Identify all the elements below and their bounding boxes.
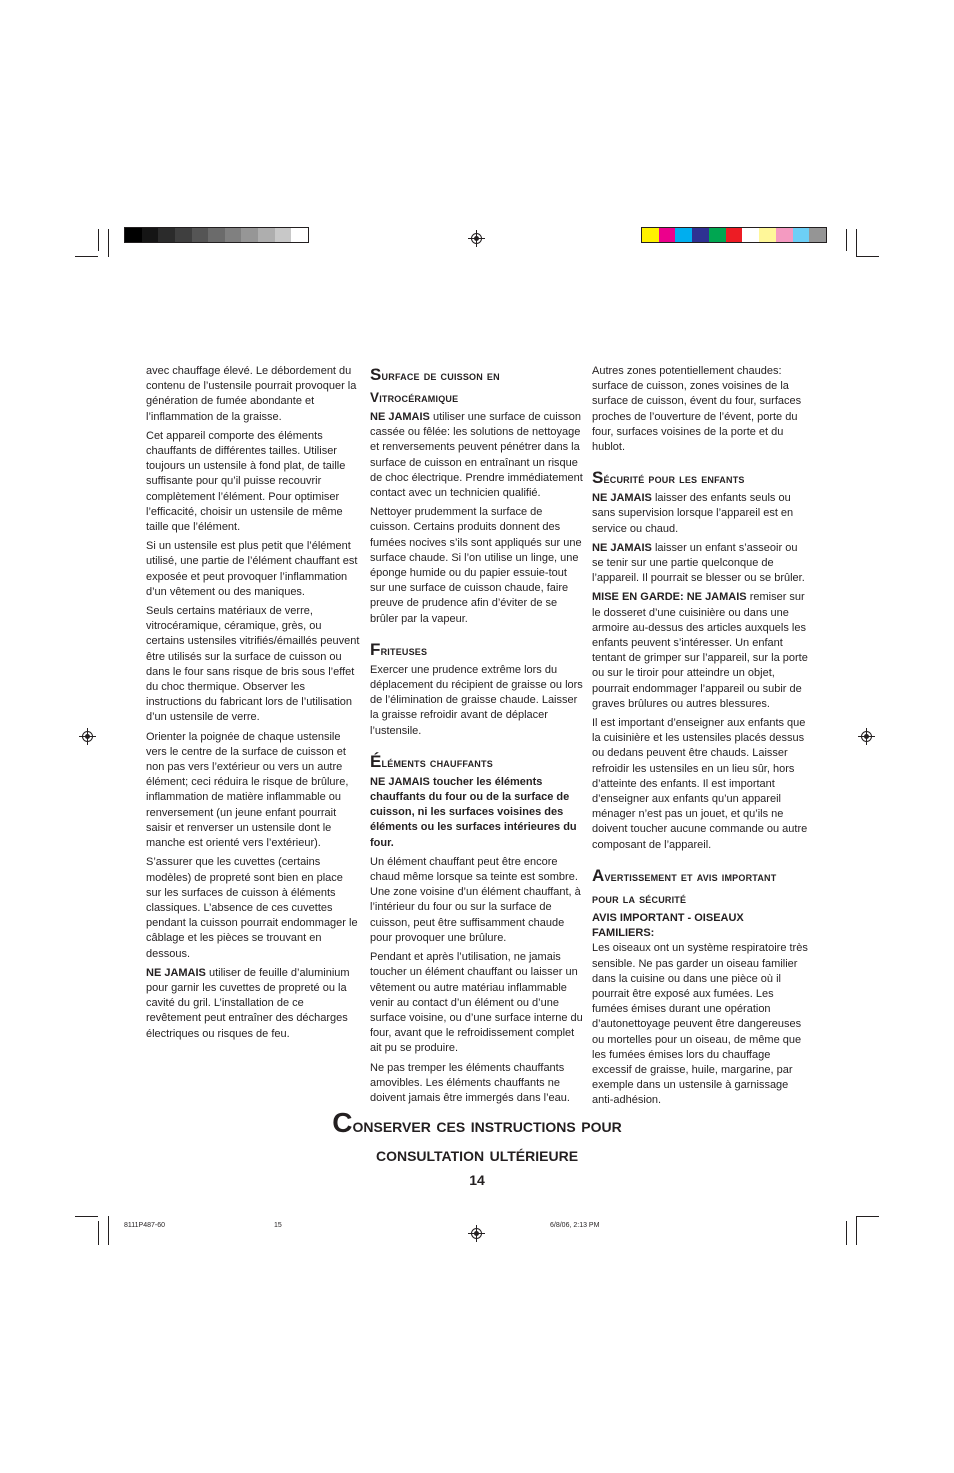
footer-title-line: Conserver ces instructions pour — [332, 1107, 622, 1138]
color-swatch — [225, 228, 242, 242]
section-heading: Avertissement et avis important pour la sécurité — [592, 865, 777, 906]
paragraph — [592, 491, 809, 537]
paragraph-text: Les oiseaux ont un système respiratoire très sensible. Ne pas garder un oiseau familier dans la cuisine ou dans une pièce où il pourrait être exposé aux fumées. Les fumées émises durant une opération d’autonettoyage peuvent être dangereuses ou mortelles pour un oiseau, de même que les fumées émises lors du chauffage excessif de graisse, huile, margarine, par exemple dans un ustensile à garnissage anti-adhésion. — [592, 942, 808, 1107]
paragraph — [592, 541, 809, 587]
color-swatch — [809, 228, 826, 242]
color-swatch — [726, 228, 743, 242]
slug-page: 15 — [274, 1222, 282, 1229]
color-swatch — [241, 228, 258, 242]
paragraph-text: utiliser une surface de cuisson cassée ou fêlée: les solutions de nettoyage et renversements peuvent pénétrer dans la surface de cuisson en entraînant un risque de choc électrique. Prendre immédiatement contact avec un technicien qualifié. — [370, 411, 583, 500]
crop-mark — [108, 1216, 109, 1245]
paragraph: Cet appareil comporte des éléments chauffants de différentes tailles. Utiliser toujours un ustensile à fond plat, de taille suffisante pour qu’il puisse recouvrir complètement l’élément. Pour optimiser l’efficacité, choisir un ustensile de même taille que l’élément. — [146, 429, 346, 534]
color-swatch — [759, 228, 776, 242]
warning-text: NE JAMAIS — [146, 966, 206, 979]
crop-mark — [75, 256, 98, 257]
paragraph — [592, 911, 809, 1109]
process-color-bar — [641, 227, 827, 243]
paragraph: Seuls certains matériaux de verre, vitrocéramique, céramique, grès, ou certains ustensiles vitrifiés/émaillés peuvent être utilisés sur la surface de cuisson ou dans le four sans risque de bris sous l’effet du choc thermique. Observer les instructions du fabricant lors de l’utilisation d’un ustensile de verre. — [146, 605, 360, 724]
paragraph: Si un ustensile est plus petit que l’élément utilisé, une partie de l’élément chauffant est exposée et peut provoquer l’inflammation d’un vêtement ou des maniques. — [146, 540, 358, 598]
color-swatch — [125, 228, 142, 242]
paragraph: S’assurer que les cuvettes (certains modèles) de propreté sont bien en place sur les surfaces de cuisson à éléments classiques. L’absence de ces cuvettes pendant la cuisson pourrait endommager le câblage et les pièces se trouvant en dessous. — [146, 856, 358, 960]
crop-mark — [856, 1216, 879, 1217]
registration-mark-icon — [468, 230, 485, 247]
color-swatch — [642, 228, 659, 242]
slug-job-id: 8111P487-60 — [124, 1222, 165, 1229]
crop-mark — [108, 229, 109, 257]
crop-mark — [98, 1221, 99, 1245]
paragraph-text: utiliser de feuille d’aluminium pour garnir les cuvettes de propreté ou la cavité du gril. L’installation de ce revêtement peut entraîner des décharges électriques ou risques de feu. — [146, 966, 350, 1040]
paragraph: Exercer une prudence extrême lors du déplacement du récipient de graisse ou lors de l’élimination de graisse chaude. Laisser la graisse refroidir avant de déplacer l’ustensile. — [370, 663, 583, 737]
crop-mark — [98, 229, 99, 251]
paragraph: Autres zones potentiellement chaudes: surface de cuisson, zones voisines de la surface de cuisson, évent du four, surfaces proches de l’ouverture de l’évent, porte du four, surfaces voisines de la porte et du hublot. — [592, 365, 802, 454]
warning-text: NE JAMAIS — [370, 411, 430, 423]
warning-text: MISE EN GARDE: NE JAMAIS — [592, 591, 747, 604]
paragraph — [146, 966, 360, 1042]
color-swatch — [158, 228, 175, 242]
paragraph — [592, 590, 809, 712]
footer-title-line: consultation ultérieure — [375, 1144, 579, 1166]
paragraph: Il est important d’enseigner aux enfants que la cuisinière et les ustensiles placés dessus ou dedans peuvent être chauds. Laisser refroidir les ustensiles en un lieu sûr, hors d’atteinte des enfants. Il est important d’enseigner aux enfants qu’un appareil ménager n’est pas un jouet, et qu’ils ne doivent toucher aucune commande ou autre composant de l’appareil. — [592, 717, 808, 851]
paragraph: Ne pas tremper les éléments chauffants amovibles. Les éléments chauffants ne doivent jamais être immergés dans l’eau. — [370, 1061, 570, 1104]
footer-title — [0, 1108, 954, 1170]
color-swatch — [776, 228, 793, 242]
paragraph: Pendant et après l’utilisation, ne jamais toucher un élément chauffant ou laisser un vêtement ou autre matériau inflammable venir au contact d’un élément ou d’une surface voisine, ou d’une surface interne du four, avant que le refroidissement complet ait pu se produire. — [370, 951, 583, 1055]
column-3 — [592, 364, 809, 1112]
color-swatch — [692, 228, 709, 242]
color-swatch — [709, 228, 726, 242]
warning-text: NE JAMAIS toucher les éléments chauffants du four ou de la surface de cuisson, ni les surfaces voisines des éléments ou les surfaces intérieures du four. — [370, 775, 577, 849]
paragraph — [370, 775, 584, 851]
paragraph-text: laisser des enfants seuls ou sans supervision lorsque l’appareil est en service ou chaud. — [592, 492, 794, 535]
color-swatch — [291, 228, 308, 242]
paragraph-text: remiser sur le dosseret d’une cuisinière ou dans une armoire au-dessus des articles auxquels les enfants peuvent s’intéresser. Un enfant tentant de grimper sur l’appareil, sur la porte ou sur le tiroir pour atteindre un objet, pourrait endommager l’appareil ou subir de graves brûlures ou autres blessures. — [592, 591, 808, 710]
column-2 — [370, 364, 584, 1110]
paragraph: Nettoyer prudemment la surface de cuisson. Certains produits donnent des fumées nocives s’ils sont appliqués sur une surface chaude. Si l’on utilise un linge, une éponge humide ou du papier essuie-tout sur une surface de cuisson chaude, faire preuve de prudence afin d’éviter de se brûler par la vapeur. — [370, 506, 582, 625]
paragraph-text: laisser un enfant s’asseoir ou se tenir sur une partie quelconque de l’appareil. Il pourrait se blesser ou se brûler. — [592, 541, 805, 585]
warning-text: NE JAMAIS — [592, 492, 652, 505]
registration-mark-icon — [79, 728, 96, 745]
paragraph — [370, 410, 584, 501]
crop-mark — [856, 256, 879, 257]
paragraph: Orienter la poignée de chaque ustensile vers le centre de la surface de cuisson et non pas vers l’extérieur ou vers un autre élément; ceci réduira le risque de brûlure, inflammation de matière inflammable ou renversement (un jeune enfant pourrait saisir et renverser un ustensile dont le manche est orienté vers l’extérieur). — [146, 730, 349, 850]
color-swatch — [208, 228, 225, 242]
warning-text: NE JAMAIS — [592, 541, 652, 554]
paragraph: Un élément chauffant peut être encore chaud même lorsque sa teinte est sombre. Une zone voisine d’un élément chauffant, à l’intérieur du four ou sur la surface de cuisson, peut être suffisamment chaude pour provoquer une brûlure. — [370, 855, 581, 944]
color-swatch — [258, 228, 275, 242]
crop-mark — [846, 229, 847, 251]
color-swatch — [192, 228, 209, 242]
section-heading: Friteuses — [370, 639, 428, 659]
registration-mark-icon — [858, 728, 875, 745]
grayscale-color-bar — [124, 227, 309, 243]
crop-mark — [856, 1216, 857, 1245]
color-swatch — [142, 228, 159, 242]
section-heading: Sécurité pour les enfants — [592, 468, 745, 488]
section-heading: Éléments chauffants — [370, 751, 493, 771]
crop-mark — [75, 1216, 98, 1217]
registration-mark-icon — [468, 1225, 485, 1242]
color-swatch — [675, 228, 692, 242]
color-swatch — [793, 228, 810, 242]
slug-datetime: 6/8/06, 2:13 PM — [550, 1222, 600, 1229]
paragraph: avec chauffage élevé. Le débordement du contenu de l’ustensile pourrait provoquer la génération de fumée abondante et l’inflammation de la graisse. — [146, 365, 357, 423]
column-1 — [146, 364, 360, 1046]
color-swatch — [659, 228, 676, 242]
page-number: 14 — [469, 1172, 485, 1188]
color-swatch — [742, 228, 759, 242]
warning-text: AVIS IMPORTANT - OISEAUX FAMILIERS: — [592, 911, 744, 940]
crop-mark — [846, 1221, 847, 1245]
color-swatch — [275, 228, 292, 242]
crop-mark — [856, 229, 857, 257]
section-heading: Surface de cuisson en Vitrocéramique — [370, 365, 500, 405]
color-swatch — [175, 228, 192, 242]
